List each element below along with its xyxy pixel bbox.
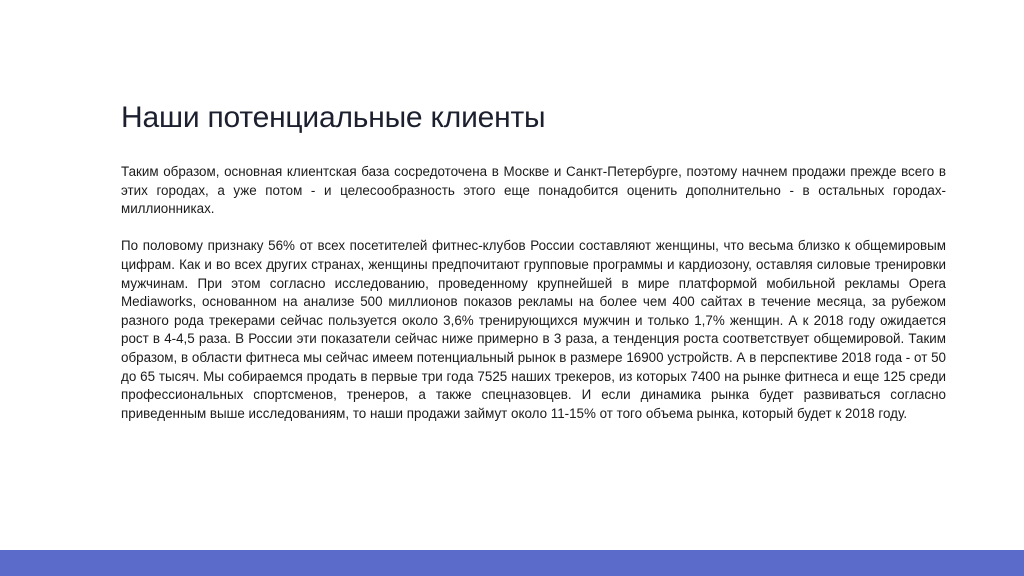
slide-title: Наши потенциальные клиенты (121, 101, 546, 134)
footer-accent-bar (0, 550, 1024, 576)
body-paragraph-1: Таким образом, основная клиентская база сосредоточена в Москве и Санкт-Петербурге, поэтому начнем продажи прежде всего в этих городах, а уже потом - и целесообразность этого еще понадобится оценить дополнительно - в остальных городах-миллионниках. (121, 164, 946, 217)
body-paragraph-2: По половому признаку 56% от всех посетителей фитнес-клубов России составляют женщины, что весьма близко к общемировым цифрам. Как и во всех других странах, женщины предпочитают групповые программы и кардиозону, оставляя силовые тренировки мужчинам. При этом согласно исследованию, проведенному крупнейшей в мире платформой мобильной рекламы Opera Mediaworks, основанном на анализе 500 миллионов показов рекламы на более чем 400 сайтах в течение месяца, за рубежом разного рода трекерами сейчас пользуется около 3,6% тренирующихся мужчин и только 1,7% женщин. А к 2018 году ожидается рост в 4-4,5 раза. В России эти показатели сейчас ниже примерно в 3 раза, а тенденция роста соответствует общемировой. Таким образом, в области фитнеса мы сейчас имеем потенциальный рынок в размере 16900 устройств. А в перспективе 2018 года - от 50 до 65 тысяч. Мы собираемся продать в первые три года 7525 наших трекеров, из которых 7400 на рынке фитнеса и еще 125 среди профессиональных спортсменов, тренеров, а также спецназовцев. И если динамика рынка будет развиваться согласно приведенным выше исследованиям, то наши продажи займут около 11-15% от того объема рынка, который будет к 2018 году. (121, 238, 946, 421)
slide-body (121, 163, 946, 442)
